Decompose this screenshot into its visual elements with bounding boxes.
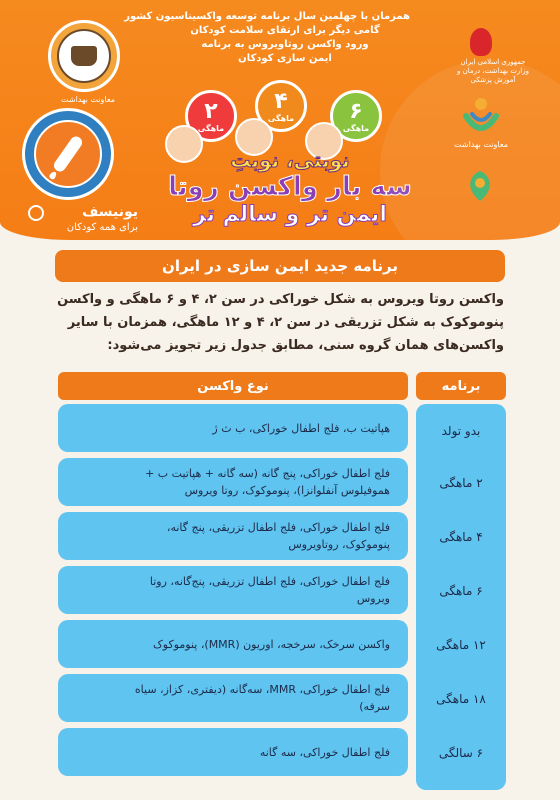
vaccine-text: ویروس <box>356 592 390 605</box>
vaccination-badge-logo <box>22 108 114 200</box>
vaccine-text: واکسن سرخک، سرخجه، اوریون (MMR)، پنوموکوک <box>152 637 390 651</box>
leaf-logo <box>462 168 498 204</box>
age-cell: ۶ ماهگی <box>439 584 483 598</box>
bubble-number: ۴ <box>274 88 288 114</box>
campaign-title-line: نوبتی، نوبتِ <box>230 148 350 172</box>
intro-line: ورود واکسن روتاویروس به برنامه <box>201 39 369 50</box>
iran-emblem-icon <box>470 28 492 56</box>
vaccine-cell <box>58 458 408 506</box>
intro-line: گامی دیگر برای ارتقای سلامت کودکان <box>190 25 380 36</box>
age-cell: ۴ ماهگی <box>439 530 483 544</box>
vaccine-text: فلج اطفال خوراکی، پنج گانه (سه گانه + هپاتیت ب + <box>145 467 390 480</box>
age-cell: ۶ سالگی <box>438 746 484 760</box>
ministry-caption <box>448 58 538 85</box>
age-cell: بدو تولد <box>441 424 481 438</box>
vaccine-text: فلج اطفال خوراکی، فلج اطفال تزریقی، پنج‌گانه، روتا <box>149 575 390 588</box>
bubble-unit: ماهگی <box>197 123 225 133</box>
bubble-unit: ماهگی <box>342 123 370 133</box>
ministry-caption-line: جمهوری اسلامی ایران <box>460 58 526 66</box>
vaccine-cell <box>58 674 408 722</box>
ministry-caption-line: وزارت بهداشت، درمان و آموزش پزشکی <box>456 67 530 84</box>
header-vaccine: نوع واکسن <box>58 372 408 400</box>
book-icon <box>71 46 97 66</box>
vaccine-text: پنوموکوک، روتاویروس <box>288 538 390 551</box>
description-line: واکسن‌های همان گروه سنی، مطابق جدول زیر تجویز می‌شود: <box>107 338 504 353</box>
bubble-number: ۲ <box>204 98 218 124</box>
age-cell: ۱۲ ماهگی <box>436 638 486 652</box>
age-cell: ۲ ماهگی <box>439 476 483 490</box>
seal-label: معاونت بهداشت <box>61 95 115 104</box>
campaign-intro <box>124 10 410 66</box>
campaign-title <box>150 148 430 230</box>
vaccine-cell <box>58 512 408 560</box>
campaign-title-line: سه بار واکسن روتا <box>168 172 412 202</box>
age-cell: ۱۸ ماهگی <box>436 692 486 706</box>
header-program: برنامه <box>416 372 506 400</box>
program-description <box>58 288 504 357</box>
vaccine-cell <box>58 404 408 452</box>
globe-icon <box>28 205 44 221</box>
vaccine-cell <box>58 566 408 614</box>
poster-header <box>0 0 560 240</box>
vaccine-text: فلج اطفال خوراکی، سه گانه <box>259 745 390 759</box>
health-deputy-caption: معاونت بهداشت <box>454 140 508 149</box>
intro-line: ایمن سازی کودکان <box>238 53 332 64</box>
description-line: واکسن روتا ویروس به شکل خوراکی در سن ۲، ۴ و ۶ ماهگی و واکسن <box>57 292 504 307</box>
unicef-name: یونیسف <box>82 204 138 220</box>
intro-line: همزمان با چهلمین سال برنامه توسعه واکسیناسیون کشور <box>124 11 410 22</box>
vaccine-text: سرفه) <box>359 700 390 713</box>
unicef-logo <box>28 203 138 237</box>
vaccine-cell <box>58 620 408 668</box>
dropper-icon <box>52 134 85 174</box>
age-column <box>416 404 506 790</box>
vaccine-text: هموفیلوس آنفلوانزا)، پنوموکوک، روتا ویروس <box>184 484 390 497</box>
vaccine-text: هپاتیت ب، فلج اطفال خوراکی، ب ث ژ <box>212 421 390 435</box>
campaign-title-line: ایمن تر و سالم تر <box>193 202 387 227</box>
health-deputy-logo <box>458 96 504 138</box>
vaccine-text: فلج اطفال خوراکی، MMR، سه‌گانه (دیفتری، کزاز، سیاه <box>134 683 390 696</box>
vaccine-text: فلج اطفال خوراکی، فلج اطفال تزریقی، پنج گانه، <box>166 521 390 534</box>
university-seal-logo <box>48 20 120 92</box>
description-line: پنوموکوک به شکل تزریقی در سن ۲، ۴ و ۱۲ ماهگی، همزمان با سایر <box>67 315 504 330</box>
vaccine-cell <box>58 728 408 776</box>
bubble-unit: ماهگی <box>267 113 295 123</box>
bubble-number: ۶ <box>349 98 363 124</box>
unicef-tagline: برای همه کودکان <box>66 222 138 233</box>
program-title: برنامه جدید ایمن سازی در ایران <box>55 250 505 282</box>
